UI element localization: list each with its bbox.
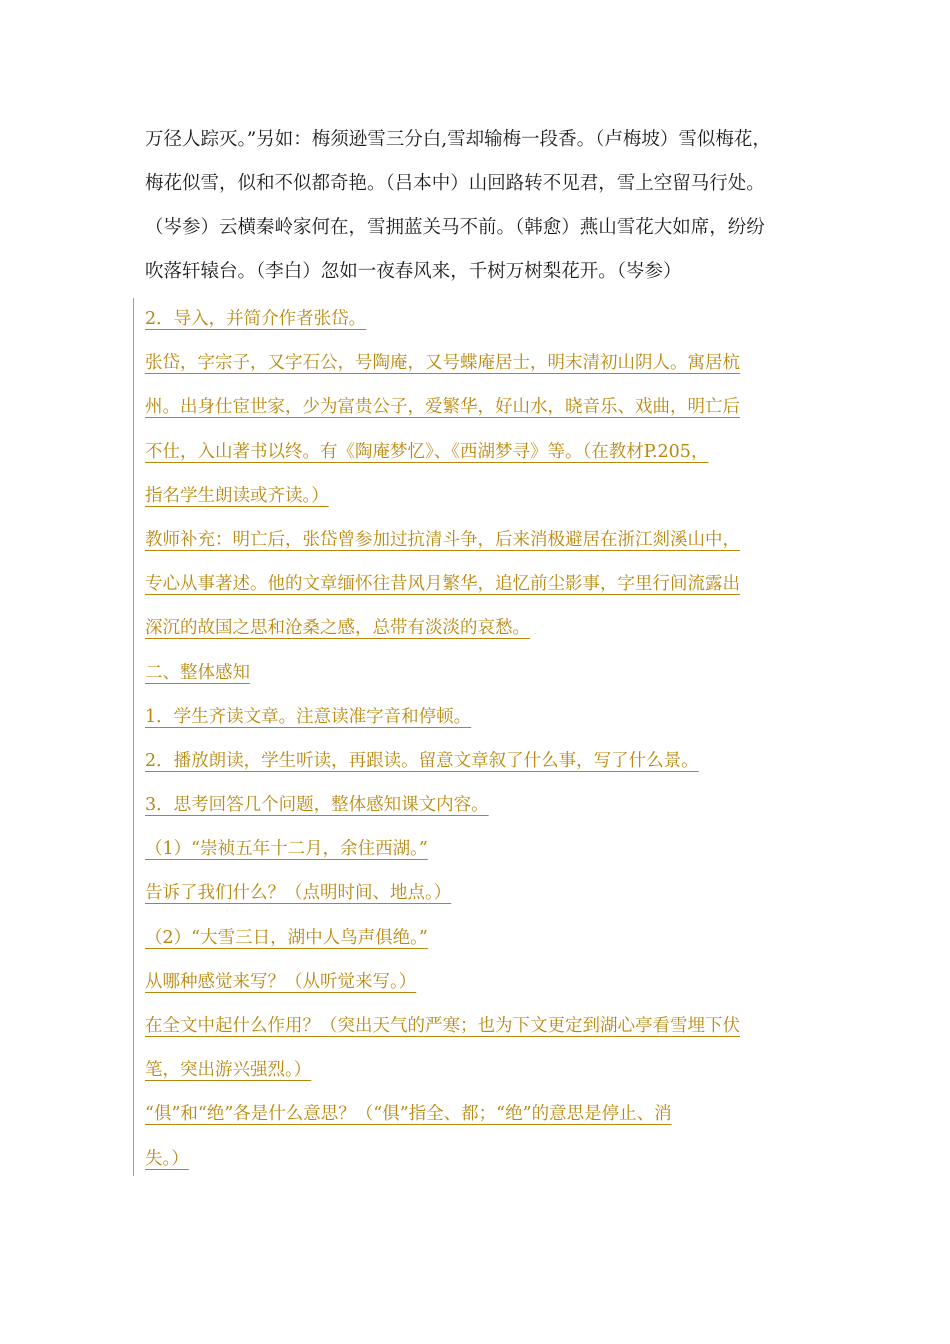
tracked-text: 2．导入，并简介作者张岱。 [145, 309, 367, 329]
text-line: 梅花似雪，似和不似都奇艳。（吕本中）山回路转不见君，雪上空留马行处。 [145, 173, 765, 194]
tracked-text: 3．思考回答几个问题，整体感知课文内容。 [145, 795, 489, 816]
tracked-line [145, 518, 825, 562]
tracked-text: 张岱，字宗子，又字石公，号陶庵，又号蝶庵居士，明末清初山阴人。寓居杭 [145, 353, 740, 374]
tracked-line [145, 1048, 825, 1092]
tracked-text: 指名学生朗读或齐读。） [145, 485, 329, 506]
tracked-line [145, 960, 825, 1004]
tracked-line [145, 430, 825, 474]
tracked-line [145, 783, 825, 827]
tracked-line [145, 474, 825, 518]
tracked-text: 2．播放朗读，学生听读，再跟读。留意文章叙了什么事，写了什么景。 [145, 750, 699, 771]
tracked-text: （2）“大雪三日，湖中人鸟声俱绝。” [145, 927, 428, 948]
tracked-text: 在全文中起什么作用？（突出天气的严寒；也为下文更定到湖心亭看雪埋下伏 [145, 1016, 740, 1036]
tracked-text: 教师补充：明亡后，张岱曾参加过抗清斗争，后来消极避居在浙江剡溪山中， [145, 529, 740, 550]
tracked-text: 专心从事著述。他的文章缅怀往昔风月繁华，追忆前尘影事，字里行间流露出 [145, 574, 740, 595]
revision-change-bar [133, 298, 134, 1176]
tracked-line [145, 562, 825, 606]
tracked-line [145, 916, 825, 960]
tracked-text: 深沉的故国之思和沧桑之感，总带有淡淡的哀愁。 [145, 618, 530, 639]
tracked-text: 从哪种感觉来写？（从听觉来写。） [145, 971, 417, 992]
tracked-line [145, 739, 825, 783]
tracked-line [145, 695, 825, 739]
tracked-text: 二、整体感知 [145, 662, 250, 683]
tracked-line [145, 297, 825, 341]
tracked-text: 1．学生齐读文章。注意读准字音和停顿。 [145, 706, 472, 727]
intro-paragraph [145, 118, 825, 294]
text-line: 万径人踪灭。”另如：梅须逊雪三分白,雪却输梅一段香。（卢梅坡）雪似梅花， [145, 129, 771, 150]
section-heading [145, 651, 825, 695]
tracked-text: “俱”和“绝”各是什么意思？（“俱”指全、都；“绝”的意思是停止、消 [145, 1104, 672, 1125]
tracked-line [145, 871, 825, 915]
tracked-line [145, 1092, 825, 1136]
text-line: 吹落轩辕台。（李白）忽如一夜春风来，千树万树梨花开。（岑参） [145, 261, 682, 282]
tracked-line [145, 1004, 825, 1048]
tracked-text: 告诉了我们什么？（点明时间、地点。） [145, 883, 452, 904]
tracked-line [145, 341, 825, 385]
tracked-text: 失。） [145, 1148, 189, 1169]
tracked-text: （1）“崇祯五年十二月，余住西湖。” [145, 839, 428, 860]
tracked-insertion-block [145, 297, 825, 1181]
tracked-line [145, 385, 825, 429]
tracked-line [145, 1137, 825, 1181]
tracked-text: 笔，突出游兴强烈。） [145, 1060, 312, 1081]
tracked-text: 不仕，入山著书以终。有《陶庵梦忆》、《西湖梦寻》等。（在教材P.205， [145, 441, 709, 462]
text-line: （岑参）云横秦岭家何在，雪拥蓝关马不前。（韩愈）燕山雪花大如席，纷纷 [145, 217, 765, 238]
tracked-line [145, 827, 825, 871]
tracked-text: 州。出身仕宦世家，少为富贵公子，爱繁华，好山水，晓音乐、戏曲，明亡后 [145, 397, 740, 418]
tracked-line [145, 606, 825, 650]
